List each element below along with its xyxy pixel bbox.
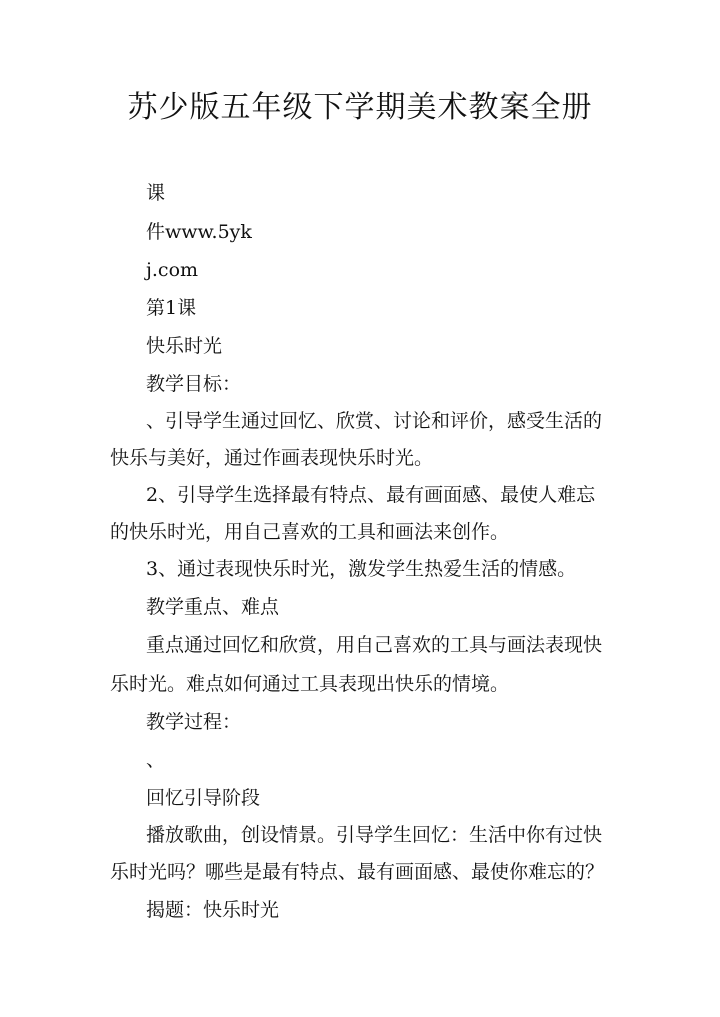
section-heading-objectives: 教学目标：: [146, 373, 242, 395]
paragraph-line: 揭题：快乐时光: [146, 899, 280, 921]
paragraph-line: 播放歌曲，创设情景。引导学生回忆：生活中你有过快: [146, 824, 603, 846]
paragraph-line: 的快乐时光，用自己喜欢的工具和画法来创作。: [110, 521, 510, 543]
section-heading-key-points: 教学重点、难点: [146, 596, 280, 618]
section-heading-process: 教学过程：: [146, 711, 242, 733]
paragraph-line: 快乐与美好，通过作画表现快乐时光。: [110, 447, 434, 469]
paragraph-line: 、引导学生通过回忆、欣赏、讨论和评价，感受生活的: [146, 410, 603, 432]
text-line: 、: [146, 749, 166, 771]
lesson-title: 快乐时光: [146, 335, 223, 357]
paragraph-line: 3、通过表现快乐时光，激发学生热爱生活的情感。: [146, 558, 577, 580]
lesson-number: 第1课: [146, 297, 197, 319]
text-line: j.com: [146, 259, 199, 281]
document-title: 苏少版五年级下学期美术教案全册: [127, 90, 593, 125]
subsection-heading: 回忆引导阶段: [146, 787, 261, 809]
paragraph-line: 乐时光。难点如何通过工具表现出快乐的情境。: [110, 673, 510, 695]
paragraph-line: 2、引导学生选择最有特点、最有画面感、最使人难忘: [146, 484, 596, 506]
paragraph-line: 重点通过回忆和欣赏，用自己喜欢的工具与画法表现快: [146, 634, 603, 656]
text-line: 课: [146, 182, 166, 204]
text-line: 件www.5yk: [146, 221, 252, 243]
paragraph-line: 乐时光吗？哪些是最有特点、最有画面感、最使你难忘的？: [110, 861, 605, 883]
